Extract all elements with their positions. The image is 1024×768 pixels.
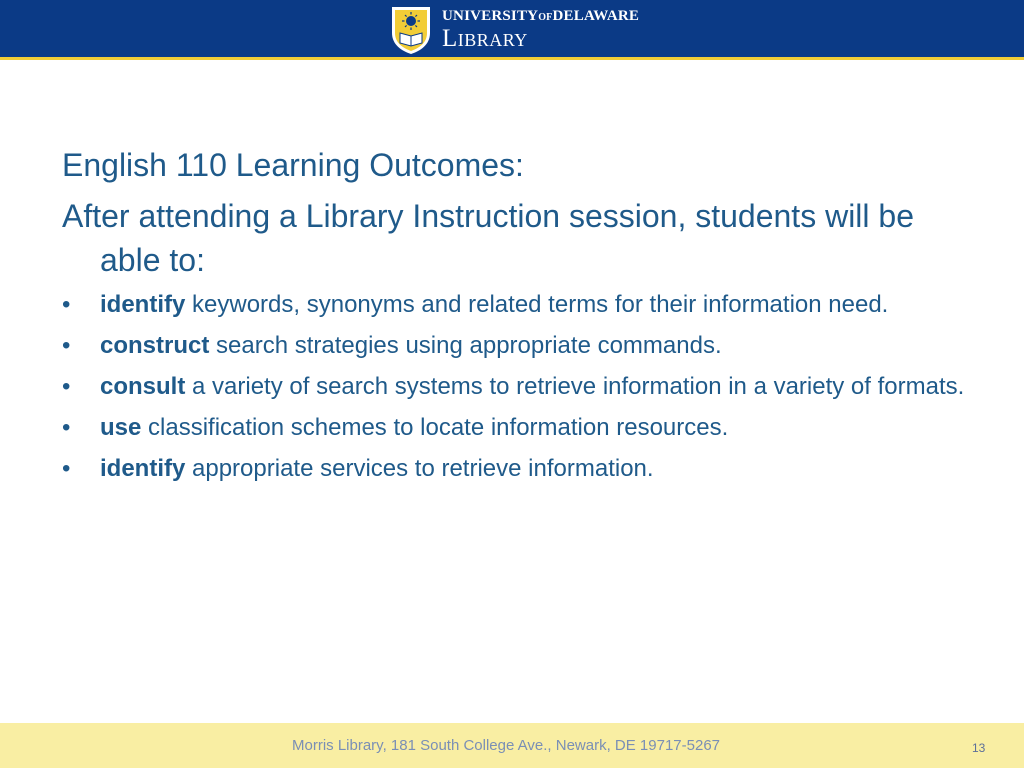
bullet-icon: • xyxy=(62,373,71,400)
slide-intro: After attending a Library Instruction session, students will be able to: xyxy=(62,198,914,278)
library-wordmark xyxy=(442,9,639,51)
outcome-text: classification schemes to locate information resources. xyxy=(141,414,729,441)
outcome-text: appropriate services to retrieve information. xyxy=(185,455,654,482)
bullet-icon: • xyxy=(62,291,71,318)
footer-bar xyxy=(0,723,1024,768)
bullet-icon: • xyxy=(62,455,71,482)
outcome-text: keywords, synonyms and related terms for their information need. xyxy=(185,291,889,318)
outcome-text: search strategies using appropriate commands. xyxy=(209,332,722,359)
header-bar xyxy=(0,0,1024,60)
footer-address: Morris Library, 181 South College Ave., Newark, DE 19717-5267 xyxy=(292,737,721,754)
slide-number: 13 xyxy=(972,741,986,755)
outcome-item xyxy=(62,411,972,445)
wordmark-university: UNIVERSITYOFDELAWARE xyxy=(442,8,640,24)
outcome-verb: identify xyxy=(100,291,186,318)
outcome-verb: identify xyxy=(100,455,186,482)
university-logo xyxy=(390,4,639,56)
outcome-item xyxy=(62,452,972,486)
slide-content xyxy=(62,146,972,493)
outcome-item xyxy=(62,370,972,404)
outcome-item xyxy=(62,288,972,322)
outcome-verb: construct xyxy=(100,332,210,359)
outcome-verb: use xyxy=(100,414,142,441)
outcomes-list xyxy=(62,288,972,486)
ud-shield-icon xyxy=(390,5,432,55)
outcome-text: a variety of search systems to retrieve information in a variety of formats. xyxy=(185,373,965,400)
wordmark-library: Library xyxy=(442,25,528,52)
outcome-verb: consult xyxy=(100,373,186,400)
bullet-icon: • xyxy=(62,332,71,359)
bullet-icon: • xyxy=(62,414,71,441)
slide-heading: English 110 Learning Outcomes: xyxy=(62,147,524,183)
outcome-item xyxy=(62,329,972,363)
